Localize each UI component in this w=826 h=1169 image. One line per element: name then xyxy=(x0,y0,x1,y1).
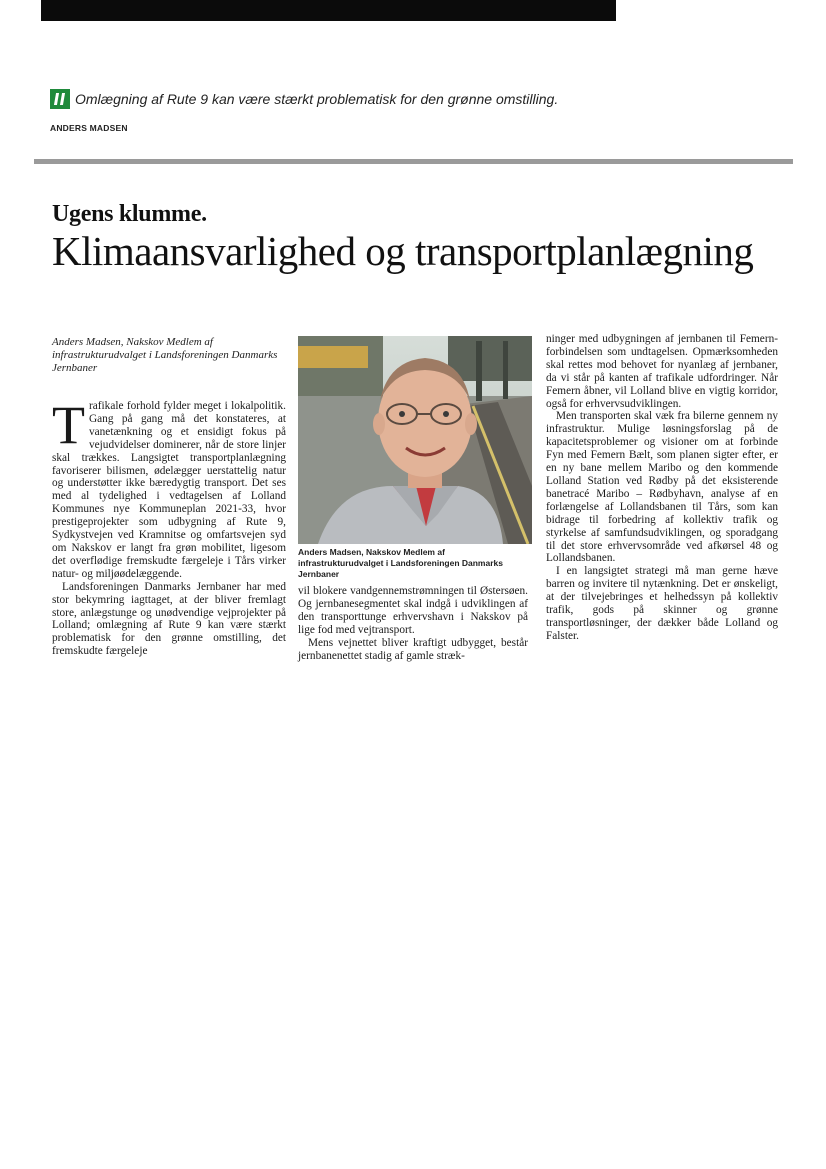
pull-quote-author: ANDERS MADSEN xyxy=(50,123,128,133)
body-paragraph: Mens vejnettet bliver kraftigt udbygget, består jernbanenettet stadig af gamle stræk- xyxy=(298,636,528,662)
body-paragraph: vil blokere vandgennemstrømningen til Østersøen. Og jernbanesegmentet skal indgå i udviklingen af den transporttunge erhvervshavn i Nakskov på lige fod med vejtransport. xyxy=(298,585,528,636)
author-photo xyxy=(298,336,532,544)
article-column-1 xyxy=(52,395,286,658)
body-paragraph: I en langsigtet strategi må man gerne hæve barren og invitere til nytænkning. Det er ønskeligt, at der tilvejebringes et helhedssyn på kollektiv trafik, gods på skinner og grønne transportløsninger, der dækker både Lolland og Falster. xyxy=(546,565,778,642)
article-byline: Anders Madsen, Nakskov Medlem af infrastrukturudvalget i Landsforeningen Danmarks Jernbaner xyxy=(52,336,278,374)
body-paragraph: Landsforeningen Danmarks Jernbaner har med stor bekymring iagttaget, at der bliver fremlagt store, anlægstunge og unødvendige vejprojekter på Lolland; omlægning af Rute 9 kan være stærkt problematisk for den grønne omstilling, det fremskudte færgeleje xyxy=(52,580,286,658)
pull-quote: Omlægning af Rute 9 kan være stærkt problematisk for den grønne omstilling. xyxy=(75,91,559,107)
top-black-bar xyxy=(41,0,616,21)
quote-mark-icon xyxy=(50,89,70,109)
drop-cap: T xyxy=(52,395,85,455)
column-kicker: Ugens klumme. xyxy=(52,201,207,227)
article-column-3 xyxy=(546,333,778,643)
section-divider xyxy=(34,159,793,164)
article-column-2 xyxy=(298,585,528,662)
article-headline: Klimaansvarlighed og transportplanlægning xyxy=(52,228,754,274)
photo-caption: Anders Madsen, Nakskov Medlem af infrastrukturudvalget i Landsforeningen Danmarks Jernbaner xyxy=(298,547,503,579)
body-paragraph: rafikale forhold fylder meget i lokalpolitik. Gang på gang må det konstateres, at vanetænkning og et ensidigt fokus på vejudvidelser dominerer, når de store linjer skal trækkes. Langsigtet transportplanlægning favoriserer bilismen, ødelægger uerstattelig natur og understøtter ikke bæredygtig transport. Det ses med al tydelighed i vedtagelsen af Lolland Kommunes nye Kommuneplan 2021-33, hvor prestigeprojekter som udbygning af Rute 9, Sydkystvejen ved Kramnitse og omfartsvejen syd om Nakskov er langt fra grøn mobilitet, ligesom det overflødige fremskudte færgeleje i Tårs virker natur- og miljøødelæggende. xyxy=(52,400,286,580)
body-paragraph: ninger med udbygningen af jernbanen til Femern-forbindelsen som undtagelsen. Opmærksomheden skal rettes mod behovet for nyanlæg af jernbaner, da vi står på kanten af trafikale udfordringer. Når Femern åbner, vil Lolland blive en vigtig korridor, også for erhvervsudviklingen. xyxy=(546,333,778,410)
body-paragraph: Men transporten skal væk fra bilerne gennem ny infrastruktur. Mulige løsningsforslag på de kapacitetsproblemer og visioner om at forbinde Fyn med Femern Bælt, som planen sigter efter, er en ny bane mellem Maribo og den kommende Lolland Station ved Rødby på det eksisterende banetracé Maribo – Rødbyhavn, analyse af en forlængelse af Lollandsbanen til Tårs, som kan bidrage til forbedring af kollektiv trafik og styrkelse af samfundsudviklingen, og sporadgang til det store erhvervsområde ved afkørsel 48 og Lollandsbanen. xyxy=(546,410,778,565)
